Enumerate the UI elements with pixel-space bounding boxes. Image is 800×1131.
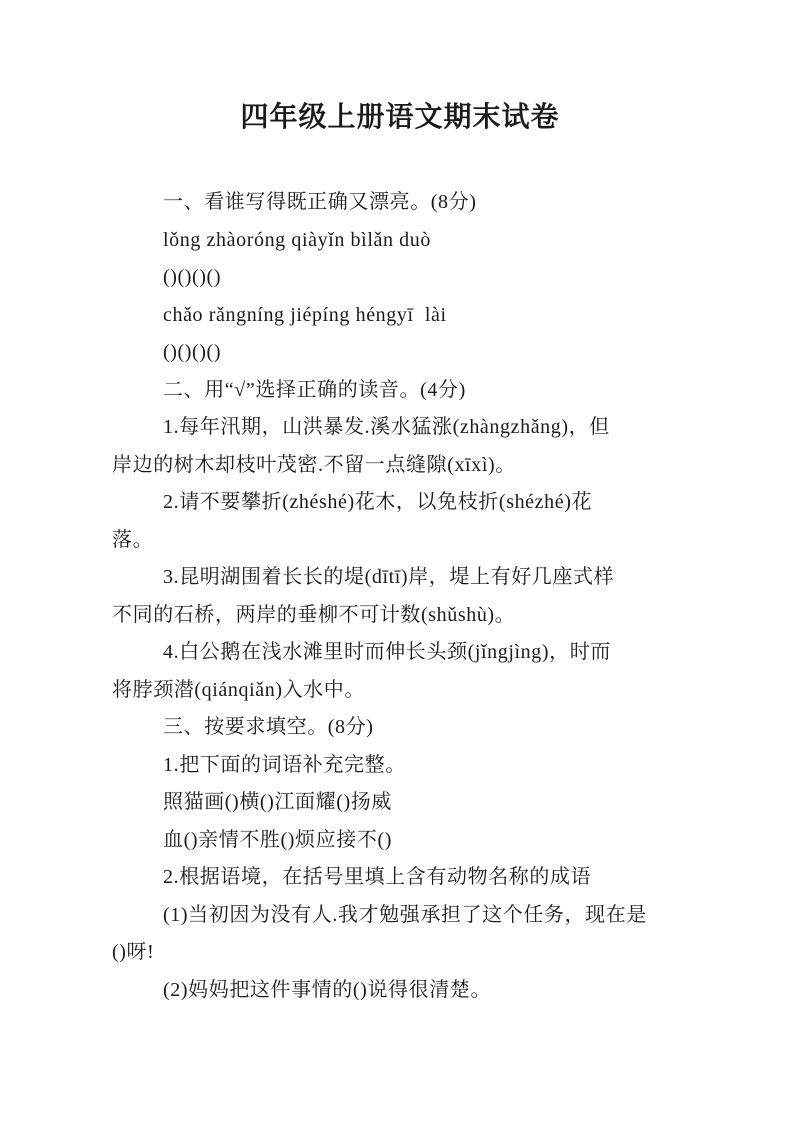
blanks-row-1: ()()()() [163, 266, 222, 288]
page-title: 四年级上册语文期末试卷 [240, 102, 560, 133]
pinyin-row-1: lǒng zhàoróng qiàyǐn bìlǎn duò [163, 228, 431, 251]
question-item [112, 634, 692, 709]
question-line: (1)当初因为没有人.我才勉强承担了这个任务，现在是 [163, 903, 647, 926]
question-line-continued: ()呀! [112, 941, 155, 963]
question-item [112, 409, 692, 484]
question-item [112, 972, 692, 1010]
pinyin-row-2: chǎo rǎngníng jiépíng héngyī lài [163, 303, 447, 326]
exam-body [112, 184, 692, 1009]
question-line-continued: 不同的石桥，两岸的垂柳不可计数(shǔshù)。 [112, 603, 516, 626]
idiom-row: 照猫画()横()江面耀()扬威 [163, 791, 392, 813]
question-item [112, 484, 692, 559]
section-3 [112, 709, 692, 1009]
question-line-continued: 落。 [112, 528, 154, 551]
question-line-continued: 将脖颈潜(qiánqiǎn)入水中。 [112, 678, 365, 701]
section-1-heading: 一、看谁写得既正确又漂亮。(8分) [163, 191, 477, 213]
idiom-row: 血()亲情不胜()烦应接不() [163, 828, 392, 851]
question-line: (2)妈妈把这件事情的()说得很清楚。 [163, 978, 492, 1001]
blanks-row-2: ()()()() [163, 341, 222, 363]
question-item [112, 897, 692, 972]
section-3-heading: 三、按要求填空。(8分) [163, 716, 374, 738]
section-2-heading: 二、用“√”选择正确的读音。(4分) [163, 378, 466, 401]
part-1-instruction: 1.把下面的词语补充完整。 [163, 753, 406, 776]
question-line: 4.白公鹅在浅水滩里时而伸长头颈(jǐngjìng)，时而 [163, 641, 611, 663]
part-2-instruction: 2.根据语境，在括号里填上含有动物名称的成语 [163, 866, 592, 888]
question-line: 1.每年汛期，山洪暴发.溪水猛涨(zhàngzhǎng)，但 [163, 416, 610, 438]
question-line: 3.昆明湖围着长长的堤(dītī)岸，堤上有好几座式样 [163, 566, 615, 588]
section-1 [112, 184, 692, 372]
question-item [112, 559, 692, 634]
section-2 [112, 372, 692, 710]
question-line: 2.请不要攀折(zhéshé)花木，以免枝折(shézhé)花 [163, 491, 593, 513]
question-line-continued: 岸边的树木却枝叶茂密.不留一点缝隙(xīxì)。 [112, 453, 516, 476]
